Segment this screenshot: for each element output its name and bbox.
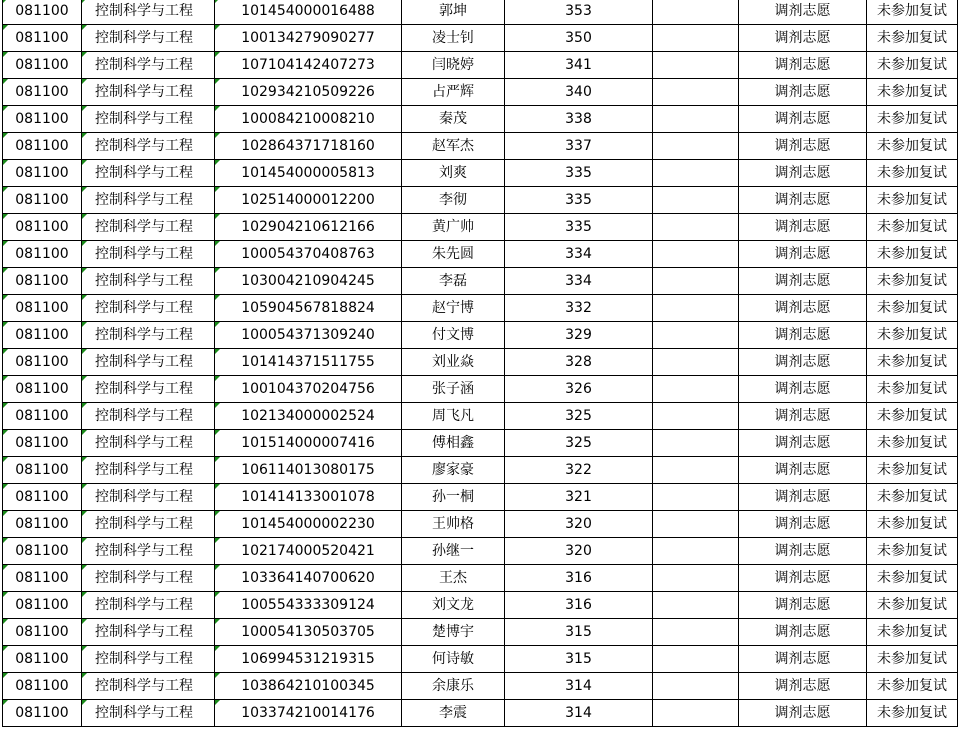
exam-id-cell[interactable]: 101454000016488	[215, 0, 402, 25]
candidate-name-cell[interactable]: 秦茂	[402, 106, 505, 133]
total-score-cell[interactable]: 320	[505, 511, 653, 538]
retest-status-cell[interactable]: 未参加复试	[867, 52, 958, 79]
major-name-cell[interactable]: 控制科学与工程	[82, 295, 215, 322]
major-name-cell[interactable]: 控制科学与工程	[82, 241, 215, 268]
table-body	[3, 0, 958, 727]
exam-id-cell[interactable]: 100554333309124	[215, 592, 402, 619]
retest-status-cell[interactable]: 未参加复试	[867, 484, 958, 511]
application-type-cell[interactable]: 调剂志愿	[739, 106, 867, 133]
major-name-cell[interactable]: 控制科学与工程	[82, 403, 215, 430]
exam-id-cell[interactable]: 100134279090277	[215, 25, 402, 52]
retest-status-cell[interactable]: 未参加复试	[867, 79, 958, 106]
exam-id-cell[interactable]: 101454000002230	[215, 511, 402, 538]
remark-cell[interactable]	[653, 646, 739, 673]
total-score-cell[interactable]: 334	[505, 241, 653, 268]
subject-code-cell[interactable]: 081100	[3, 322, 82, 349]
retest-status-cell[interactable]: 未参加复试	[867, 538, 958, 565]
exam-id-cell[interactable]: 102134000002524	[215, 403, 402, 430]
exam-id-cell[interactable]: 103364140700620	[215, 565, 402, 592]
subject-code-cell[interactable]: 081100	[3, 565, 82, 592]
exam-id-cell[interactable]: 107104142407273	[215, 52, 402, 79]
total-score-cell[interactable]: 337	[505, 133, 653, 160]
application-type-cell[interactable]: 调剂志愿	[739, 511, 867, 538]
candidate-name-cell[interactable]: 黄广帅	[402, 214, 505, 241]
candidate-name-cell[interactable]: 张子涵	[402, 376, 505, 403]
subject-code-cell[interactable]: 081100	[3, 160, 82, 187]
table-row	[3, 241, 958, 268]
major-name-cell[interactable]: 控制科学与工程	[82, 133, 215, 160]
exam-id-cell[interactable]: 102904210612166	[215, 214, 402, 241]
total-score-cell[interactable]: 328	[505, 349, 653, 376]
table-row	[3, 457, 958, 484]
major-name-cell[interactable]: 控制科学与工程	[82, 79, 215, 106]
candidate-name-cell[interactable]: 李彻	[402, 187, 505, 214]
remark-cell[interactable]	[653, 457, 739, 484]
retest-status-cell[interactable]: 未参加复试	[867, 241, 958, 268]
major-name-cell[interactable]: 控制科学与工程	[82, 700, 215, 727]
candidate-name-cell[interactable]: 赵宁博	[402, 295, 505, 322]
remark-cell[interactable]	[653, 700, 739, 727]
table-row	[3, 106, 958, 133]
major-name-cell[interactable]: 控制科学与工程	[82, 484, 215, 511]
total-score-cell[interactable]: 315	[505, 646, 653, 673]
application-type-cell[interactable]: 调剂志愿	[739, 457, 867, 484]
table-row	[3, 376, 958, 403]
candidate-name-cell[interactable]: 刘爽	[402, 160, 505, 187]
application-type-cell[interactable]: 调剂志愿	[739, 295, 867, 322]
exam-id-cell[interactable]: 100054370408763	[215, 241, 402, 268]
candidate-name-cell[interactable]: 王杰	[402, 565, 505, 592]
retest-status-cell[interactable]: 未参加复试	[867, 133, 958, 160]
candidate-name-cell[interactable]: 朱先圆	[402, 241, 505, 268]
total-score-cell[interactable]: 315	[505, 619, 653, 646]
major-name-cell[interactable]: 控制科学与工程	[82, 52, 215, 79]
major-name-cell[interactable]: 控制科学与工程	[82, 457, 215, 484]
table-row	[3, 511, 958, 538]
retest-status-cell[interactable]: 未参加复试	[867, 187, 958, 214]
table-row	[3, 25, 958, 52]
major-name-cell[interactable]: 控制科学与工程	[82, 322, 215, 349]
retest-status-cell[interactable]: 未参加复试	[867, 403, 958, 430]
remark-cell[interactable]	[653, 538, 739, 565]
table-row	[3, 79, 958, 106]
application-type-cell[interactable]: 调剂志愿	[739, 160, 867, 187]
candidate-name-cell[interactable]: 郭坤	[402, 0, 505, 25]
subject-code-cell[interactable]: 081100	[3, 457, 82, 484]
major-name-cell[interactable]: 控制科学与工程	[82, 187, 215, 214]
exam-id-cell[interactable]: 101414371511755	[215, 349, 402, 376]
table-row	[3, 700, 958, 727]
table-row	[3, 187, 958, 214]
subject-code-cell[interactable]: 081100	[3, 79, 82, 106]
exam-id-cell[interactable]: 101414133001078	[215, 484, 402, 511]
application-type-cell[interactable]: 调剂志愿	[739, 484, 867, 511]
candidate-name-cell[interactable]: 占严辉	[402, 79, 505, 106]
subject-code-cell[interactable]: 081100	[3, 538, 82, 565]
total-score-cell[interactable]: 320	[505, 538, 653, 565]
subject-code-cell[interactable]: 081100	[3, 268, 82, 295]
retest-status-cell[interactable]: 未参加复试	[867, 430, 958, 457]
subject-code-cell[interactable]: 081100	[3, 214, 82, 241]
exam-id-cell[interactable]: 102934210509226	[215, 79, 402, 106]
major-name-cell[interactable]: 控制科学与工程	[82, 25, 215, 52]
remark-cell[interactable]	[653, 565, 739, 592]
subject-code-cell[interactable]: 081100	[3, 430, 82, 457]
retest-status-cell[interactable]: 未参加复试	[867, 106, 958, 133]
candidate-name-cell[interactable]: 王帅格	[402, 511, 505, 538]
remark-cell[interactable]	[653, 79, 739, 106]
remark-cell[interactable]	[653, 484, 739, 511]
retest-status-cell[interactable]: 未参加复试	[867, 0, 958, 25]
subject-code-cell[interactable]: 081100	[3, 187, 82, 214]
subject-code-cell[interactable]: 081100	[3, 241, 82, 268]
major-name-cell[interactable]: 控制科学与工程	[82, 619, 215, 646]
table-row	[3, 214, 958, 241]
application-type-cell[interactable]: 调剂志愿	[739, 565, 867, 592]
subject-code-cell[interactable]: 081100	[3, 403, 82, 430]
total-score-cell[interactable]: 350	[505, 25, 653, 52]
table-row	[3, 160, 958, 187]
candidate-name-cell[interactable]: 李磊	[402, 268, 505, 295]
major-name-cell[interactable]: 控制科学与工程	[82, 160, 215, 187]
retest-status-cell[interactable]: 未参加复试	[867, 457, 958, 484]
candidate-name-cell[interactable]: 孙继一	[402, 538, 505, 565]
exam-id-cell[interactable]: 106994531219315	[215, 646, 402, 673]
candidate-name-cell[interactable]: 凌士钊	[402, 25, 505, 52]
subject-code-cell[interactable]: 081100	[3, 52, 82, 79]
candidate-name-cell[interactable]: 周飞凡	[402, 403, 505, 430]
exam-id-cell[interactable]: 105904567818824	[215, 295, 402, 322]
remark-cell[interactable]	[653, 673, 739, 700]
remark-cell[interactable]	[653, 430, 739, 457]
remark-cell[interactable]	[653, 52, 739, 79]
total-score-cell[interactable]: 314	[505, 700, 653, 727]
application-type-cell[interactable]: 调剂志愿	[739, 25, 867, 52]
retest-status-cell[interactable]: 未参加复试	[867, 322, 958, 349]
remark-cell[interactable]	[653, 511, 739, 538]
total-score-cell[interactable]: 321	[505, 484, 653, 511]
major-name-cell[interactable]: 控制科学与工程	[82, 268, 215, 295]
retest-status-cell[interactable]: 未参加复试	[867, 25, 958, 52]
application-type-cell[interactable]: 调剂志愿	[739, 322, 867, 349]
total-score-cell[interactable]: 326	[505, 376, 653, 403]
candidate-name-cell[interactable]: 孙一桐	[402, 484, 505, 511]
application-type-cell[interactable]: 调剂志愿	[739, 700, 867, 727]
retest-status-cell[interactable]: 未参加复试	[867, 349, 958, 376]
application-type-cell[interactable]: 调剂志愿	[739, 241, 867, 268]
table-row	[3, 619, 958, 646]
retest-status-cell[interactable]: 未参加复试	[867, 214, 958, 241]
major-name-cell[interactable]: 控制科学与工程	[82, 511, 215, 538]
application-type-cell[interactable]: 调剂志愿	[739, 0, 867, 25]
candidate-name-cell[interactable]: 付文博	[402, 322, 505, 349]
retest-status-cell[interactable]: 未参加复试	[867, 376, 958, 403]
exam-id-cell[interactable]: 100054130503705	[215, 619, 402, 646]
application-type-cell[interactable]: 调剂志愿	[739, 538, 867, 565]
subject-code-cell[interactable]: 081100	[3, 484, 82, 511]
remark-cell[interactable]	[653, 295, 739, 322]
major-name-cell[interactable]: 控制科学与工程	[82, 565, 215, 592]
subject-code-cell[interactable]: 081100	[3, 646, 82, 673]
retest-status-cell[interactable]: 未参加复试	[867, 673, 958, 700]
total-score-cell[interactable]: 325	[505, 403, 653, 430]
candidate-name-cell[interactable]: 刘文龙	[402, 592, 505, 619]
remark-cell[interactable]	[653, 376, 739, 403]
total-score-cell[interactable]: 325	[505, 430, 653, 457]
table-row	[3, 322, 958, 349]
exam-id-cell[interactable]: 100084210008210	[215, 106, 402, 133]
remark-cell[interactable]	[653, 133, 739, 160]
candidate-name-cell[interactable]: 李震	[402, 700, 505, 727]
table-row	[3, 133, 958, 160]
major-name-cell[interactable]: 控制科学与工程	[82, 106, 215, 133]
subject-code-cell[interactable]: 081100	[3, 106, 82, 133]
remark-cell[interactable]	[653, 322, 739, 349]
total-score-cell[interactable]: 335	[505, 187, 653, 214]
table-row	[3, 646, 958, 673]
exam-id-cell[interactable]: 102174000520421	[215, 538, 402, 565]
total-score-cell[interactable]: 340	[505, 79, 653, 106]
remark-cell[interactable]	[653, 106, 739, 133]
exam-id-cell[interactable]: 102514000012200	[215, 187, 402, 214]
subject-code-cell[interactable]: 081100	[3, 592, 82, 619]
major-name-cell[interactable]: 控制科学与工程	[82, 430, 215, 457]
remark-cell[interactable]	[653, 214, 739, 241]
major-name-cell[interactable]: 控制科学与工程	[82, 214, 215, 241]
exam-id-cell[interactable]: 100104370204756	[215, 376, 402, 403]
total-score-cell[interactable]: 338	[505, 106, 653, 133]
table-row	[3, 0, 958, 25]
application-type-cell[interactable]: 调剂志愿	[739, 133, 867, 160]
exam-id-cell[interactable]: 101514000007416	[215, 430, 402, 457]
exam-id-cell[interactable]: 106114013080175	[215, 457, 402, 484]
major-name-cell[interactable]: 控制科学与工程	[82, 592, 215, 619]
major-name-cell[interactable]: 控制科学与工程	[82, 376, 215, 403]
application-type-cell[interactable]: 调剂志愿	[739, 619, 867, 646]
subject-code-cell[interactable]: 081100	[3, 0, 82, 25]
subject-code-cell[interactable]: 081100	[3, 133, 82, 160]
exam-id-cell[interactable]: 102864371718160	[215, 133, 402, 160]
exam-id-cell[interactable]: 103374210014176	[215, 700, 402, 727]
major-name-cell[interactable]: 控制科学与工程	[82, 0, 215, 25]
major-name-cell[interactable]: 控制科学与工程	[82, 646, 215, 673]
table-row	[3, 538, 958, 565]
application-type-cell[interactable]: 调剂志愿	[739, 430, 867, 457]
remark-cell[interactable]	[653, 268, 739, 295]
application-type-cell[interactable]: 调剂志愿	[739, 214, 867, 241]
table-row	[3, 565, 958, 592]
application-type-cell[interactable]: 调剂志愿	[739, 592, 867, 619]
table-row	[3, 430, 958, 457]
table-row	[3, 268, 958, 295]
candidate-name-cell[interactable]: 何诗敏	[402, 646, 505, 673]
total-score-cell[interactable]: 335	[505, 214, 653, 241]
retest-status-cell[interactable]: 未参加复试	[867, 700, 958, 727]
application-type-cell[interactable]: 调剂志愿	[739, 52, 867, 79]
application-type-cell[interactable]: 调剂志愿	[739, 673, 867, 700]
remark-cell[interactable]	[653, 241, 739, 268]
subject-code-cell[interactable]: 081100	[3, 349, 82, 376]
application-type-cell[interactable]: 调剂志愿	[739, 79, 867, 106]
total-score-cell[interactable]: 341	[505, 52, 653, 79]
total-score-cell[interactable]: 332	[505, 295, 653, 322]
subject-code-cell[interactable]: 081100	[3, 700, 82, 727]
retest-status-cell[interactable]: 未参加复试	[867, 268, 958, 295]
application-type-cell[interactable]: 调剂志愿	[739, 268, 867, 295]
subject-code-cell[interactable]: 081100	[3, 295, 82, 322]
subject-code-cell[interactable]: 081100	[3, 619, 82, 646]
application-type-cell[interactable]: 调剂志愿	[739, 349, 867, 376]
remark-cell[interactable]	[653, 160, 739, 187]
total-score-cell[interactable]: 329	[505, 322, 653, 349]
total-score-cell[interactable]: 314	[505, 673, 653, 700]
table-row	[3, 673, 958, 700]
exam-id-cell[interactable]: 101454000005813	[215, 160, 402, 187]
retest-status-cell[interactable]: 未参加复试	[867, 592, 958, 619]
table-row	[3, 349, 958, 376]
candidate-name-cell[interactable]: 赵军杰	[402, 133, 505, 160]
total-score-cell[interactable]: 334	[505, 268, 653, 295]
candidate-name-cell[interactable]: 闫晓婷	[402, 52, 505, 79]
total-score-cell[interactable]: 322	[505, 457, 653, 484]
table-row	[3, 52, 958, 79]
application-type-cell[interactable]: 调剂志愿	[739, 376, 867, 403]
remark-cell[interactable]	[653, 592, 739, 619]
candidate-name-cell[interactable]: 楚博宇	[402, 619, 505, 646]
admission-results-table	[2, 0, 958, 727]
candidate-name-cell[interactable]: 刘业焱	[402, 349, 505, 376]
exam-id-cell[interactable]: 103004210904245	[215, 268, 402, 295]
table-row	[3, 295, 958, 322]
candidate-name-cell[interactable]: 廖家豪	[402, 457, 505, 484]
remark-cell[interactable]	[653, 187, 739, 214]
subject-code-cell[interactable]: 081100	[3, 25, 82, 52]
remark-cell[interactable]	[653, 25, 739, 52]
retest-status-cell[interactable]: 未参加复试	[867, 511, 958, 538]
remark-cell[interactable]	[653, 349, 739, 376]
remark-cell[interactable]	[653, 403, 739, 430]
candidate-name-cell[interactable]: 余康乐	[402, 673, 505, 700]
remark-cell[interactable]	[653, 0, 739, 25]
application-type-cell[interactable]: 调剂志愿	[739, 187, 867, 214]
subject-code-cell[interactable]: 081100	[3, 673, 82, 700]
retest-status-cell[interactable]: 未参加复试	[867, 295, 958, 322]
total-score-cell[interactable]: 335	[505, 160, 653, 187]
retest-status-cell[interactable]: 未参加复试	[867, 646, 958, 673]
total-score-cell[interactable]: 353	[505, 0, 653, 25]
exam-id-cell[interactable]: 103864210100345	[215, 673, 402, 700]
remark-cell[interactable]	[653, 619, 739, 646]
candidate-name-cell[interactable]: 傅相鑫	[402, 430, 505, 457]
table-row	[3, 484, 958, 511]
application-type-cell[interactable]: 调剂志愿	[739, 403, 867, 430]
total-score-cell[interactable]: 316	[505, 592, 653, 619]
subject-code-cell[interactable]: 081100	[3, 376, 82, 403]
table-row	[3, 403, 958, 430]
application-type-cell[interactable]: 调剂志愿	[739, 646, 867, 673]
table-row	[3, 592, 958, 619]
major-name-cell[interactable]: 控制科学与工程	[82, 673, 215, 700]
retest-status-cell[interactable]: 未参加复试	[867, 160, 958, 187]
subject-code-cell[interactable]: 081100	[3, 511, 82, 538]
exam-id-cell[interactable]: 100054371309240	[215, 322, 402, 349]
retest-status-cell[interactable]: 未参加复试	[867, 565, 958, 592]
major-name-cell[interactable]: 控制科学与工程	[82, 349, 215, 376]
major-name-cell[interactable]: 控制科学与工程	[82, 538, 215, 565]
retest-status-cell[interactable]: 未参加复试	[867, 619, 958, 646]
total-score-cell[interactable]: 316	[505, 565, 653, 592]
